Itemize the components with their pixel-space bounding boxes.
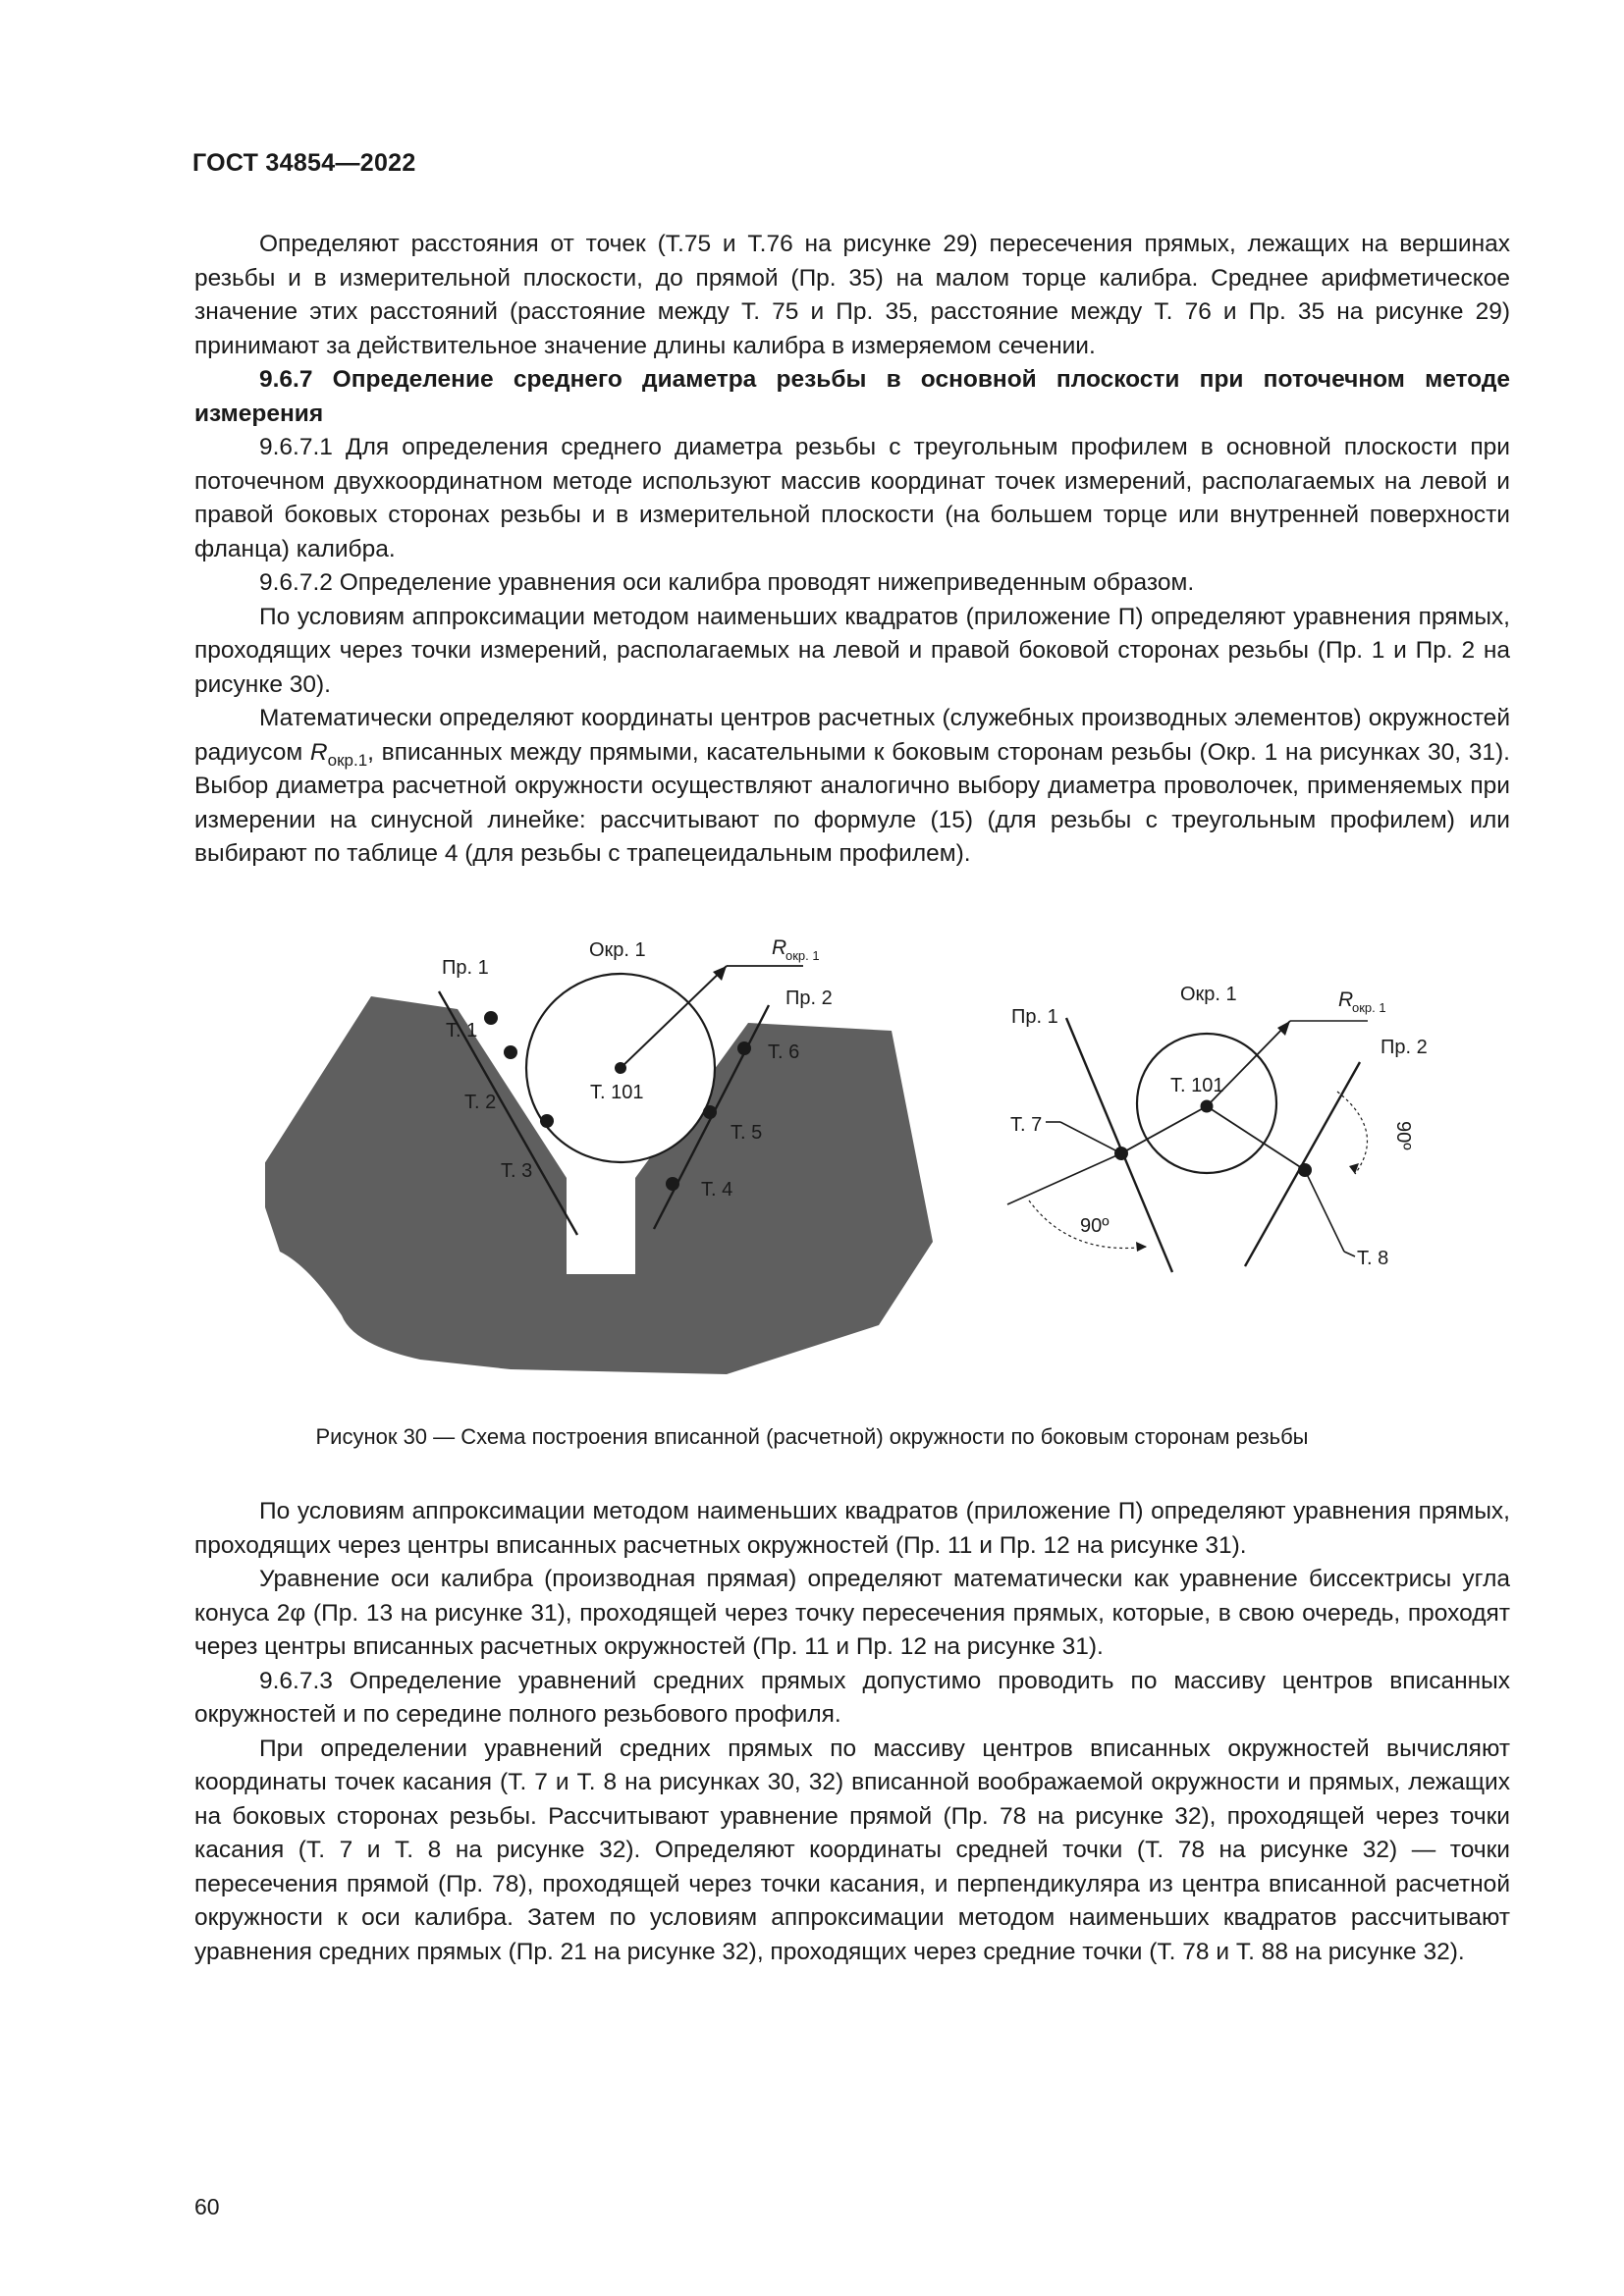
paragraph: Определяют расстояния от точек (Т.75 и Т.76 на рисунке 29) пересечения прямых, лежащих на вершинах резьбы и в измерительной плоскости, до прямой (Пр. 35) на малом торце калибра. Среднее арифметическое значение этих расстояний (расстояние между Т. 75 и Пр. 35, расстояние между Т. 76 и Пр. 35 на рисунке 29) принимают за действительное значение длины калибра в измеряемом сечении.	[194, 231, 1510, 359]
paragraph-text: , вписанных между прямыми, касательными к боковым сторонам резьбы (Окр. 1 на рисунках 30, 31). Выбор диаметра расчетной окружности осуществляют аналогично выбору диаметра проволочек, применяемых при измерении на синусной линейке: рассчитывают по формуле (15) (для резьбы с треугольным профилем) или выбирают по таблице 4 (для резьбы с трапецеидальным профилем).	[194, 738, 1510, 867]
label-t101: Т. 101	[1170, 1075, 1224, 1096]
paragraph: При определении уравнений средних прямых по массиву центров вписанных окружностей вычисляют координаты точек касания (Т. 7 и Т. 8 на рисунках 30, 32) вписанной воображаемой окружности и прямых, лежащих на боковых сторонах резьбы. Рассчитывают уравнение прямой (Пр. 78 на рисунке 32), проходящей через точки касания (Т. 7 и Т. 8 на рисунке 32). Определяют координаты средней точки (Т. 78 на рисунке 32) — точки пересечения прямой (Пр. 78), проходящей через точки касания, и перпендикуляра из центра вписанной расчетной окружности к оси калибра. Затем по условиям аппроксимации методом наименьших квадратов рассчитывают уравнения средних прямых (Пр. 21 на рисунке 32), проходящих через средние точки (Т. 78 и Т. 88 на рисунке 32).	[194, 1735, 1510, 1965]
label-t8: Т. 8	[1357, 1248, 1389, 1269]
label-t101: Т. 101	[590, 1082, 644, 1103]
label-t2: Т. 2	[464, 1092, 497, 1113]
label-t5: Т. 5	[731, 1122, 763, 1144]
point-t3	[540, 1114, 554, 1128]
tangent-extension-t8	[1305, 1170, 1344, 1252]
point-t2	[504, 1045, 517, 1059]
label-okr1: Окр. 1	[589, 939, 646, 961]
point-t5	[703, 1105, 717, 1119]
section-heading: 9.6.7 Определение среднего диаметра резьбы в основной плоскости при поточечном методе измерения	[194, 366, 1510, 427]
label-r-symbol: R	[772, 936, 787, 959]
tangent-extension-t7	[1007, 1153, 1121, 1204]
page-number: 60	[194, 2194, 220, 2219]
point-t1	[484, 1011, 498, 1025]
label-t4: Т. 4	[701, 1179, 733, 1201]
label-t6: Т. 6	[768, 1041, 800, 1063]
paragraph: По условиям аппроксимации методом наименьших квадратов (приложение П) определяют уравнения прямых, проходящих через центры вписанных расчетных окружностей (Пр. 11 и Пр. 12 на рисунке 31).	[194, 1498, 1510, 1559]
radius-arrowhead	[1277, 1021, 1290, 1036]
label-t1: Т. 1	[446, 1020, 478, 1041]
label-r-symbol: R	[1338, 988, 1354, 1011]
t8-leader	[1344, 1252, 1355, 1256]
point-t4	[666, 1177, 679, 1191]
radius-symbol: R	[309, 738, 328, 766]
document-header: ГОСТ 34854—2022	[192, 149, 416, 177]
angle-arrowhead	[1349, 1163, 1359, 1174]
label-pr2: Пр. 2	[785, 988, 833, 1009]
label-r-subscript: окр. 1	[785, 948, 820, 963]
angle-arc-right	[1337, 1092, 1367, 1174]
label-angle-bottom: 90º	[1080, 1215, 1110, 1237]
paragraph: По условиям аппроксимации методом наименьших квадратов (приложение П) определяют уравнения прямых, проходящих через точки измерений, располагаемых на левой и правой боковой сторонах резьбы (Пр. 1 и Пр. 2 на рисунке 30).	[194, 603, 1510, 698]
point-t6	[737, 1041, 751, 1055]
figure-30	[265, 913, 1434, 1394]
paragraph-text: Математически определяют координаты центров расчетных (служебных производных элементов) окружностей радиусом	[194, 705, 1510, 766]
label-pr2: Пр. 2	[1380, 1037, 1428, 1058]
label-r-subscript: окр. 1	[1352, 1000, 1386, 1015]
radius-t101-t8	[1207, 1106, 1305, 1170]
point-t101	[615, 1062, 626, 1074]
angle-arrowhead	[1136, 1242, 1147, 1252]
label-okr1: Окр. 1	[1180, 984, 1237, 1005]
paragraph: 9.6.7.1 Для определения среднего диаметра резьбы с треугольным профилем в основной плоскости при поточечном двухкоординатном методе используют массив координат точек измерений, располагаемых на левой и правой боковых сторонах резьбы и в измерительной плоскости (на большем торце или внутренней поверхности фланца) калибра.	[194, 434, 1510, 562]
point-t8	[1298, 1163, 1312, 1177]
paragraph: Уравнение оси калибра (производная прямая) определяют математически как уравнение биссектрисы угла конуса 2φ (Пр. 13 на рисунке 31), проходящей через точку пересечения прямых, которые, в свою очередь, проходят через центры вписанных расчетных окружностей (Пр. 11 и Пр. 12 на рисунке 31).	[194, 1566, 1510, 1660]
radius-t101-t7	[1121, 1106, 1207, 1153]
paragraph: 9.6.7.2 Определение уравнения оси калибра проводят нижеприведенным образом.	[259, 569, 1195, 596]
right-diagram	[1007, 984, 1428, 1272]
label-pr1: Пр. 1	[1011, 1006, 1058, 1028]
label-t3: Т. 3	[501, 1160, 533, 1182]
point-t101	[1201, 1100, 1214, 1113]
left-diagram	[265, 936, 933, 1374]
label-t7: Т. 7	[1010, 1114, 1043, 1136]
label-angle-right: 90º	[1392, 1121, 1414, 1150]
point-t7	[1114, 1147, 1128, 1160]
paragraph	[194, 702, 1510, 872]
label-pr1: Пр. 1	[442, 957, 489, 979]
text-block-bottom	[194, 1495, 1510, 1969]
figure-caption: Рисунок 30 — Схема построения вписанной (расчетной) окружности по боковым сторонам резьбы	[315, 1424, 1309, 1449]
radius-subscript: окр.1	[327, 750, 368, 770]
paragraph: 9.6.7.3 Определение уравнений средних прямых допустимо проводить по массиву центров вписанных окружностей и по середине полного резьбового профиля.	[194, 1667, 1510, 1728]
text-block-top	[194, 228, 1510, 872]
